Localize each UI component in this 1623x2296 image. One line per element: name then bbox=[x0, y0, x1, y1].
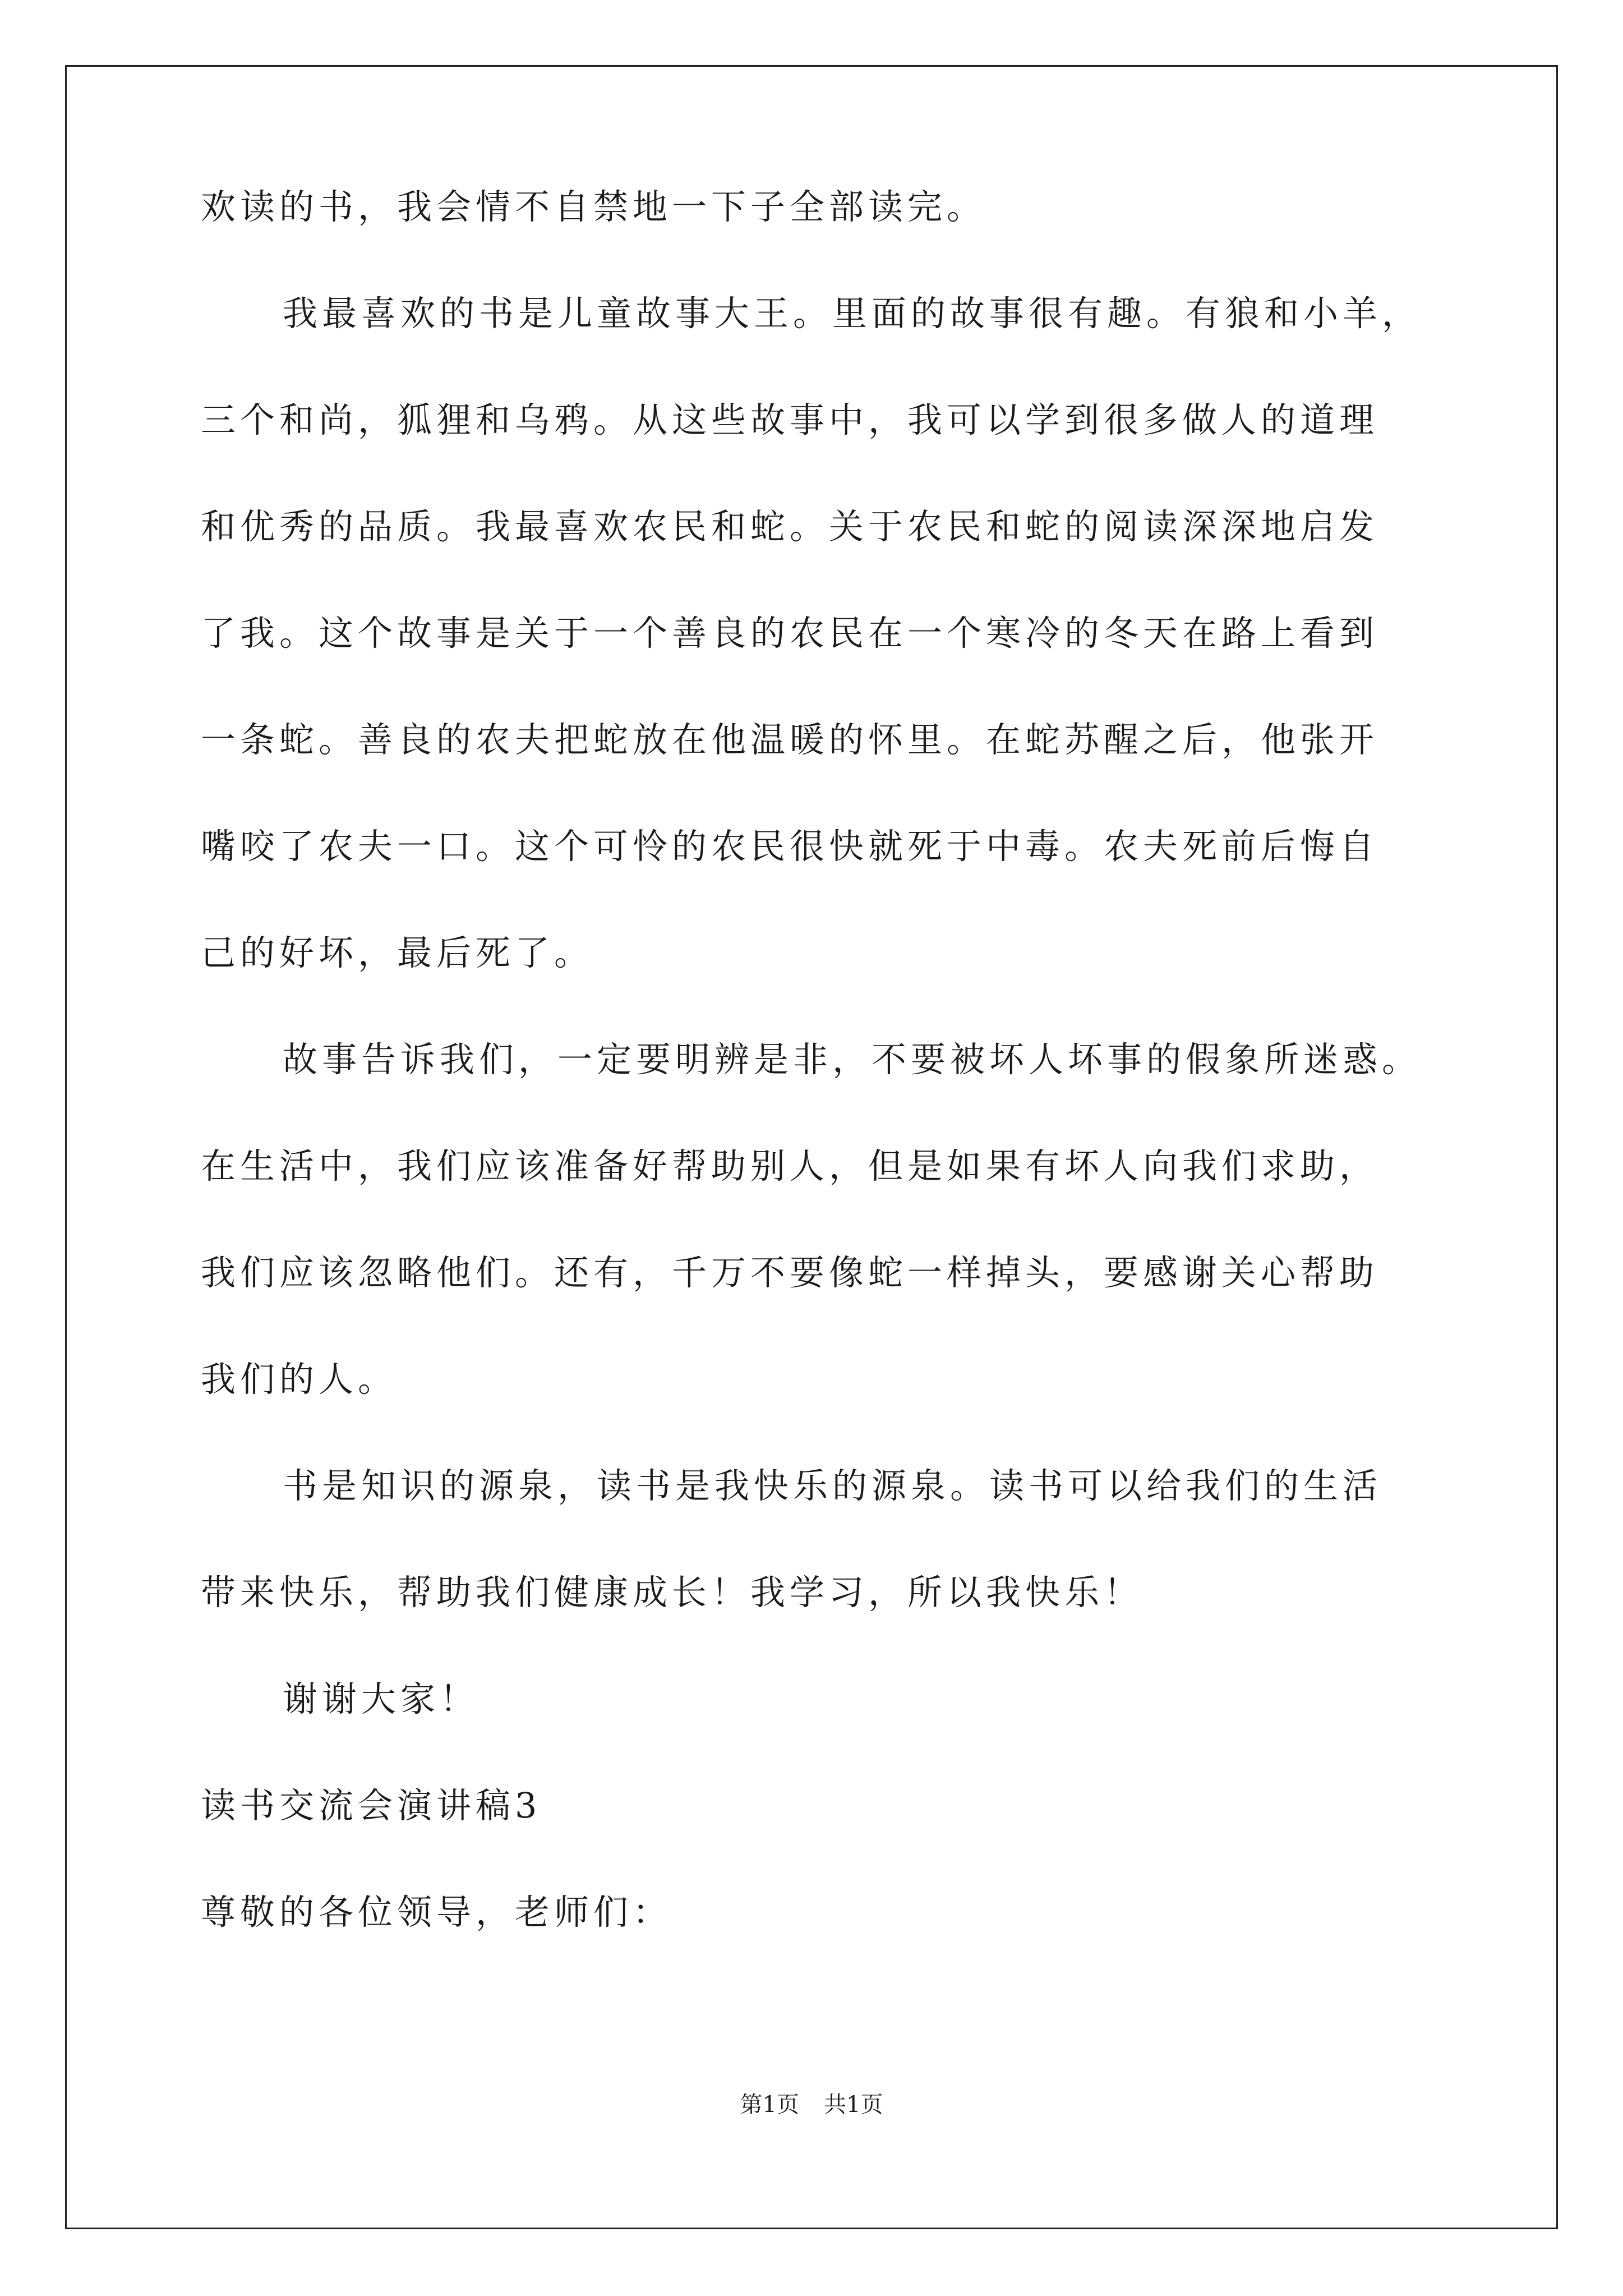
text-line: 欢读的书，我会情不自禁地一下子全部读完。 bbox=[201, 186, 986, 227]
closing-thanks: 谢谢大家！ bbox=[283, 1678, 479, 1719]
text-line: 我们应该忽略他们。还有，千万不要像蛇一样掉头，要感谢关心帮助 bbox=[201, 1252, 1379, 1293]
text-line: 我们的人。 bbox=[201, 1359, 398, 1400]
page-footer bbox=[0, 2093, 1623, 2116]
salutation: 尊敬的各位领导，老师们： bbox=[201, 1892, 672, 1932]
text-line: 故事告诉我们，一定要明辨是非，不要被坏人坏事的假象所迷惑。 bbox=[283, 1039, 1422, 1080]
document-body bbox=[201, 186, 1457, 2001]
text-line: 和优秀的品质。我最喜欢农民和蛇。关于农民和蛇的阅读深深地启发 bbox=[201, 506, 1379, 547]
text-line: 一条蛇。善良的农夫把蛇放在他温暖的怀里。在蛇苏醒之后，他张开 bbox=[201, 719, 1379, 760]
text-line: 了我。这个故事是关于一个善良的农民在一个寒冷的冬天在路上看到 bbox=[201, 613, 1379, 654]
text-line: 我最喜欢的书是儿童故事大王。里面的故事很有趣。有狼和小羊， bbox=[283, 293, 1422, 334]
text-line: 三个和尚，狐狸和乌鸦。从这些故事中，我可以学到很多做人的道理 bbox=[201, 399, 1379, 440]
page-number: 第1页 bbox=[740, 2092, 799, 2118]
text-line: 带来快乐，帮助我们健康成长！我学习，所以我快乐！ bbox=[201, 1572, 1144, 1613]
page-total: 共1页 bbox=[824, 2092, 883, 2118]
text-line: 在生活中，我们应该准备好帮助别人，但是如果有坏人向我们求助， bbox=[201, 1145, 1379, 1186]
text-line: 嘴咬了农夫一口。这个可怜的农民很快就死于中毒。农夫死前后悔自 bbox=[201, 826, 1379, 867]
text-line: 己的好坏，最后死了。 bbox=[201, 932, 594, 973]
text-line: 书是知识的源泉，读书是我快乐的源泉。读书可以给我们的生活 bbox=[283, 1465, 1382, 1506]
section-heading: 读书交流会演讲稿3 bbox=[201, 1785, 542, 1826]
